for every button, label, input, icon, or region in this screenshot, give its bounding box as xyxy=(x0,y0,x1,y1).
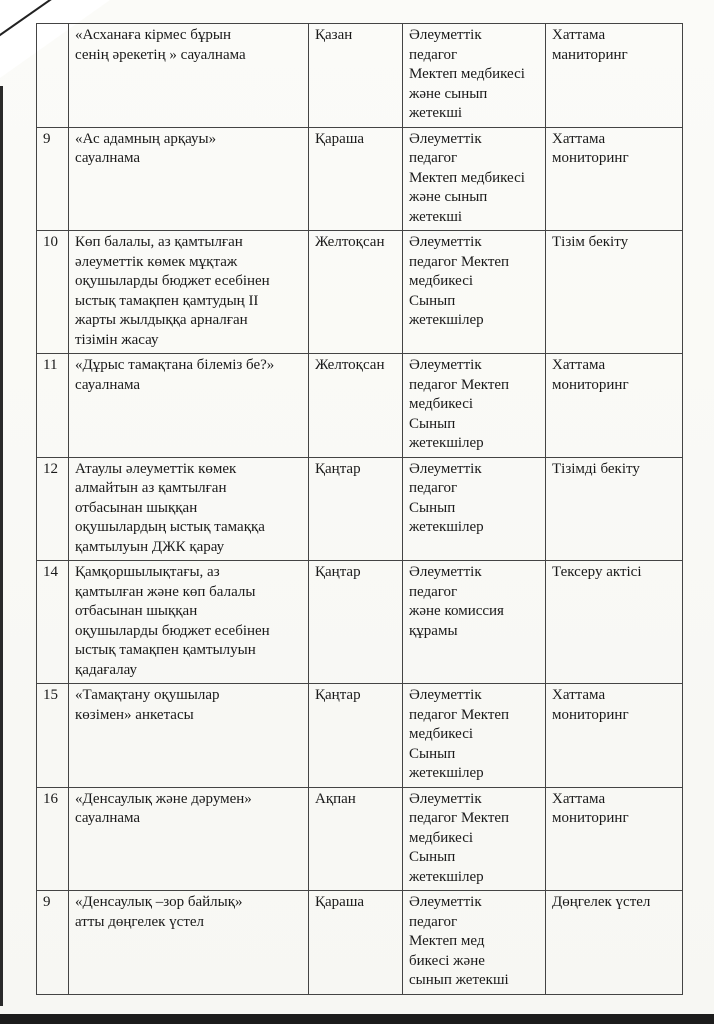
responsible-line: медбикесі xyxy=(409,726,474,742)
event-line: Атаулы әлеуметтік көмек xyxy=(75,460,237,477)
event-cell xyxy=(69,354,309,458)
event-line: қадағалау xyxy=(75,661,138,678)
event-line: тізімін жасау xyxy=(75,331,159,348)
responsible-line: және комиссия xyxy=(409,603,504,619)
completion-form-line: Тексеру актісі xyxy=(552,564,642,580)
responsible-cell xyxy=(403,684,546,788)
completion-form-line: мониторинг xyxy=(552,150,629,166)
completion-form-line: маниторинг xyxy=(552,46,628,63)
row-number-text: 11 xyxy=(43,357,58,373)
responsible-line: Әлеуметтік xyxy=(409,687,482,703)
row-number-text: 14 xyxy=(43,564,58,580)
responsible-line: Әлеуметтік xyxy=(409,790,482,807)
event-cell xyxy=(69,891,309,995)
event-line: сауалнама xyxy=(75,810,141,826)
page-bottom-edge xyxy=(0,1014,714,1024)
event-line: оқушыларды бюджет есебінен xyxy=(75,622,270,639)
event-line: қамтылуын ДЖК қарау xyxy=(75,538,225,555)
table-row xyxy=(37,561,683,684)
row-number-text: 10 xyxy=(43,234,58,250)
term-cell xyxy=(309,127,403,231)
responsible-line: педагог xyxy=(409,46,458,63)
plan-table xyxy=(36,23,683,995)
row-number-cell xyxy=(37,231,69,354)
event-line: оқушылардың ыстық тамаққа xyxy=(75,519,265,535)
event-cell xyxy=(69,231,309,354)
event-line: «Дұрыс тамақтана білеміз бе?» xyxy=(75,357,275,373)
responsible-cell xyxy=(403,127,546,231)
responsible-cell xyxy=(403,24,546,128)
event-line: көзімен» анкетасы xyxy=(75,706,194,723)
responsible-line: жетекші xyxy=(409,208,463,225)
event-line: атты дөңгелек үстел xyxy=(75,913,205,930)
responsible-line: Әлеуметтік xyxy=(409,130,482,147)
term-cell xyxy=(309,231,403,354)
responsible-line: Әлеуметтік xyxy=(409,234,482,250)
completion-form-cell xyxy=(546,457,683,561)
responsible-line: және сынып xyxy=(409,189,488,205)
row-number-cell xyxy=(37,457,69,561)
row-number-text: 15 xyxy=(43,687,58,703)
responsible-line: педагог xyxy=(409,583,458,600)
responsible-line: Сынып xyxy=(409,745,456,762)
table-row xyxy=(37,354,683,458)
completion-form-line: Хаттама xyxy=(552,790,606,807)
completion-form-line: Дөңгелек үстел xyxy=(552,894,651,910)
event-line: алмайтын аз қамтылған xyxy=(75,480,227,496)
term-text: Қараша xyxy=(315,130,365,147)
completion-form-line: Тізімді бекіту xyxy=(552,460,640,477)
responsible-line: жетекшілер xyxy=(409,765,484,781)
responsible-line: Мектеп медбикесі xyxy=(409,66,525,82)
responsible-line: Сынып xyxy=(409,292,456,309)
responsible-line: педагог Мектеп xyxy=(409,253,510,270)
event-line: оқушыларды бюджет есебінен xyxy=(75,273,270,289)
event-cell xyxy=(69,787,309,891)
responsible-line: Сынып xyxy=(409,499,456,516)
event-line: сауалнама xyxy=(75,376,141,393)
row-number-cell xyxy=(37,127,69,231)
responsible-line: педагог xyxy=(409,913,458,930)
event-line: әлеуметтік көмек мұқтаж xyxy=(75,253,238,270)
responsible-line: жетекшілер xyxy=(409,312,484,328)
event-line: отбасынан шыққан xyxy=(75,499,198,516)
term-cell xyxy=(309,24,403,128)
responsible-cell xyxy=(403,354,546,458)
responsible-line: жетекшілер xyxy=(409,435,484,451)
responsible-line: медбикесі xyxy=(409,273,474,289)
term-text: Қаңтар xyxy=(315,564,361,580)
completion-form-line: Хаттама xyxy=(552,687,606,703)
event-line: қамтылған және көп балалы xyxy=(75,583,256,600)
responsible-line: педагог Мектеп xyxy=(409,706,510,723)
term-cell xyxy=(309,561,403,684)
responsible-line: Әлеуметтік xyxy=(409,357,482,373)
completion-form-line: мониторинг xyxy=(552,706,629,723)
responsible-line: бикесі және xyxy=(409,952,485,969)
table-row xyxy=(37,684,683,788)
responsible-cell xyxy=(403,561,546,684)
term-text: Қаңтар xyxy=(315,687,361,703)
term-cell xyxy=(309,354,403,458)
responsible-line: педагог Мектеп xyxy=(409,810,510,826)
responsible-line: жетекшілер xyxy=(409,519,484,535)
table-row xyxy=(37,457,683,561)
completion-form-cell xyxy=(546,231,683,354)
responsible-line: Мектеп мед xyxy=(409,933,485,949)
event-line: ыстық тамақпен қамтылуын xyxy=(75,642,256,658)
event-cell xyxy=(69,127,309,231)
row-number-cell xyxy=(37,787,69,891)
event-line: Қамқоршылықтағы, аз xyxy=(75,564,220,580)
event-line: отбасынан шыққан xyxy=(75,603,198,619)
term-cell xyxy=(309,787,403,891)
responsible-line: сынып жетекші xyxy=(409,972,509,988)
event-line: «Денсаулық және дәрумен» xyxy=(75,790,252,807)
responsible-line: және сынып xyxy=(409,85,488,102)
completion-form-cell xyxy=(546,561,683,684)
completion-form-cell xyxy=(546,787,683,891)
term-cell xyxy=(309,457,403,561)
table-row xyxy=(37,787,683,891)
table-row xyxy=(37,127,683,231)
row-number-cell xyxy=(37,561,69,684)
completion-form-line: Хаттама xyxy=(552,357,606,373)
term-text: Желтоқсан xyxy=(315,234,385,250)
responsible-line: жетекшілер xyxy=(409,868,484,885)
event-cell xyxy=(69,457,309,561)
responsible-line: Сынып xyxy=(409,415,456,432)
completion-form-cell xyxy=(546,127,683,231)
row-number-text: 12 xyxy=(43,460,58,477)
completion-form-cell xyxy=(546,684,683,788)
responsible-cell xyxy=(403,231,546,354)
completion-form-cell xyxy=(546,24,683,128)
page-left-edge xyxy=(0,86,3,1006)
row-number-text: 9 xyxy=(43,130,51,147)
term-text: Ақпан xyxy=(315,790,356,807)
responsible-cell xyxy=(403,787,546,891)
responsible-line: медбикесі xyxy=(409,829,474,846)
completion-form-line: мониторинг xyxy=(552,376,629,393)
responsible-line: Сынып xyxy=(409,849,456,865)
responsible-line: Әлеуметтік xyxy=(409,460,482,477)
event-line: «Тамақтану оқушылар xyxy=(75,687,220,703)
table-row xyxy=(37,24,683,128)
row-number-cell xyxy=(37,354,69,458)
event-cell xyxy=(69,24,309,128)
event-line: сенің әрекетің » сауалнама xyxy=(75,46,246,63)
table-row xyxy=(37,231,683,354)
completion-form-line: мониторинг xyxy=(552,810,629,826)
row-number-cell xyxy=(37,891,69,995)
event-line: ыстық тамақпен қамтудың ІІ xyxy=(75,292,259,309)
responsible-cell xyxy=(403,457,546,561)
event-cell xyxy=(69,684,309,788)
row-number-cell xyxy=(37,684,69,788)
completion-form-line: Хаттама xyxy=(552,27,606,43)
term-text: Қазан xyxy=(315,27,353,43)
completion-form-cell xyxy=(546,354,683,458)
event-line: сауалнама xyxy=(75,150,141,166)
responsible-line: Әлеуметтік xyxy=(409,894,482,910)
event-line: «Ас адамның арқауы» xyxy=(75,130,217,147)
responsible-line: педагог xyxy=(409,480,458,496)
responsible-cell xyxy=(403,891,546,995)
term-text: Қараша xyxy=(315,894,365,910)
completion-form-cell xyxy=(546,891,683,995)
table-row xyxy=(37,891,683,995)
completion-form-line: Хаттама xyxy=(552,130,606,147)
event-line: Көп балалы, аз қамтылған xyxy=(75,234,243,250)
event-line: жарты жылдыққа арналған xyxy=(75,312,248,328)
row-number-cell xyxy=(37,24,69,128)
term-cell xyxy=(309,891,403,995)
plan-table-body xyxy=(37,24,683,995)
responsible-line: Әлеуметтік xyxy=(409,564,482,580)
term-cell xyxy=(309,684,403,788)
event-line: «Денсаулық –зор байлық» xyxy=(75,894,243,910)
event-cell xyxy=(69,561,309,684)
term-text: Қаңтар xyxy=(315,460,361,477)
responsible-line: медбикесі xyxy=(409,396,474,412)
responsible-line: жетекші xyxy=(409,105,463,121)
row-number-text: 16 xyxy=(43,790,58,807)
responsible-line: құрамы xyxy=(409,622,458,639)
event-line: «Асханаға кірмес бұрын xyxy=(75,27,232,43)
responsible-line: педагог xyxy=(409,150,458,166)
responsible-line: Мектеп медбикесі xyxy=(409,169,525,186)
completion-form-line: Тізім бекіту xyxy=(552,234,629,250)
term-text: Желтоқсан xyxy=(315,357,385,373)
responsible-line: Әлеуметтік xyxy=(409,27,482,43)
responsible-line: педагог Мектеп xyxy=(409,376,510,393)
row-number-text: 9 xyxy=(43,894,51,910)
